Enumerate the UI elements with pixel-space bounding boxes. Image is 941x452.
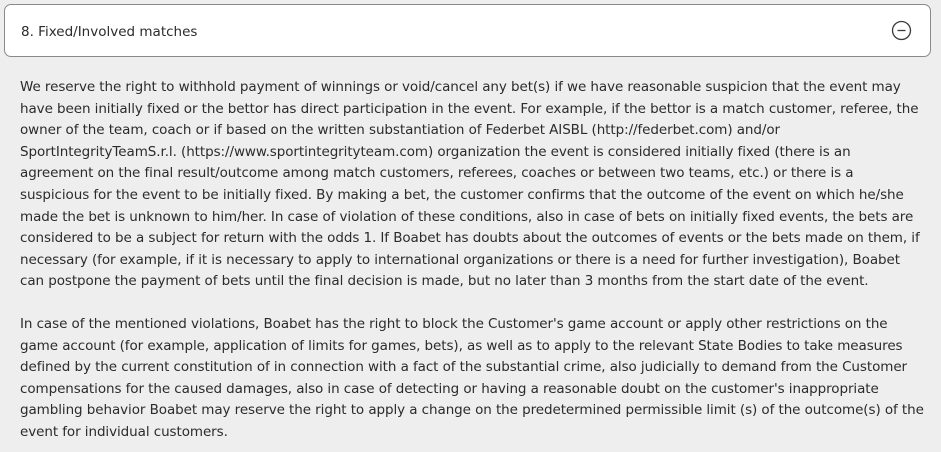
accordion-body: [20, 77, 926, 444]
accordion-header-fixed-matches[interactable]: [4, 4, 931, 57]
terms-paragraph: We reserve the right to withhold payment of winnings or void/cancel any bet(s) if we have reasonable suspicion that the event may have been initially fixed or the bettor has direct participation in the event. For example, if the bettor is a match customer, referee, the owner of the team, coach or if based on the written substantiation of Federbet AISBL (http://federbet.com) and/or SportIntegrityTeamS.r.l. (https://www.sportintegrityteam.com) organization the event is considered initially fixed (there is an agreement on the final result/outcome among match customers, referees, coaches or between two teams, etc.) or there is a suspicious for the event to be initially fixed. By making a bet, the customer confirms that the outcome of the event on which he/she made the bet is unknown to him/her. In case of violation of these conditions, also in case of bets on initially fixed events, the bets are considered to be a subject for return with the odds 1. If Boabet has doubts about the outcomes of events or the bets made on them, if necessary (for example, if it is necessary to apply to international organizations or there is a need for further investigation), Boabet can postpone the payment of bets until the final decision is made, but no later than 3 months from the start date of the event.: [20, 79, 920, 290]
minus-circle-icon[interactable]: [891, 20, 912, 41]
section-title: 8. Fixed/Involved matches: [21, 24, 198, 40]
terms-paragraph: In case of the mentioned violations, Boabet has the right to block the Customer's game account or apply other restrictions on the game account (for example, application of limits for games, bets), as well as to apply to the relevant State Bodies to take measures defined by the current constitution of in connection with a fact of the substantial crime, also judicially to demand from the Customer compensations for the caused damages, also in case of detecting or having a reasonable doubt on the customer's inappropriate gambling behavior Boabet may reserve the right to apply a change on the predetermined permissible limit (s) of the outcome(s) of the event for individual customers.: [20, 315, 924, 440]
